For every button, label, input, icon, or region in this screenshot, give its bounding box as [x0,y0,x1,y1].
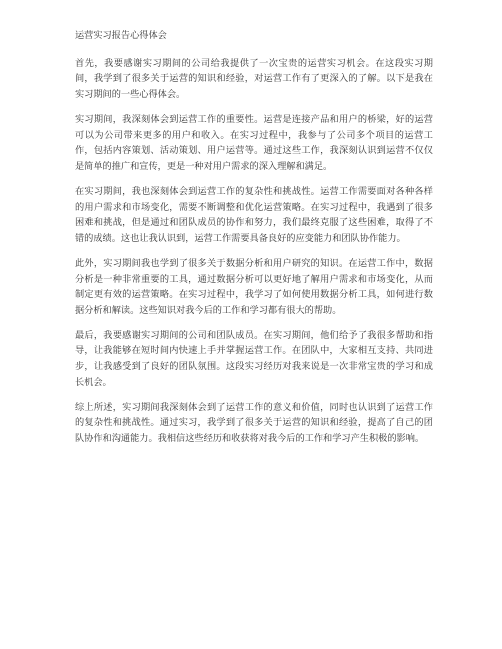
paragraph-challenges: 在实习期间，我也深刻体会到运营工作的复杂性和挑战性。运营工作需要面对各种各样的用户需求和市场变化，需要不断调整和优化运营策略。在实习过程中，我遇到了很多困难和挑战，但是通过和团队成员的协作和努力，我们最终克服了这些困难，取得了不错的成绩。这也让我认识到，运营工作需要具备良好的应变能力和团队协作能力。 [75,185,433,244]
paragraph-conclusion: 综上所述，实习期间我深刻体会到了运营工作的意义和价值，同时也认识到了运营工作的复杂性和挑战性。通过实习，我学到了很多关于运营的知识和经验，提高了自己的团队协作和沟通能力。我相信这些经历和收获将对我今后的工作和学习产生积极的影响。 [75,401,433,445]
paragraph-thanks: 最后，我要感谢实习期间的公司和团队成员。在实习期间，他们给予了我很多帮助和指导，让我能够在短时间内快速上手并掌握运营工作。在团队中，大家相互支持、共同进步，让我感受到了良好的团队氛围。这段实习经历对我来说是一次非常宝贵的学习和成长机会。 [75,329,433,388]
paragraph-data-analysis: 此外，实习期间我也学到了很多关于数据分析和用户研究的知识。在运营工作中，数据分析是一种非常重要的工具，通过数据分析可以更好地了解用户需求和市场变化，从而制定更有效的运营策略。在实习过程中，我学习了如何使用数据分析工具，如何进行数据分析和解读。这些知识对我今后的工作和学习都有很大的帮助。 [75,257,433,316]
paragraph-intro: 首先，我要感谢实习期间的公司给我提供了一次宝贵的运营实习机会。在这段实习期间，我学到了很多关于运营的知识和经验，对运营工作有了更深入的了解。以下是我在实习期间的一些心得体会。 [75,57,433,100]
document-body [75,28,433,456]
document-title: 运营实习报告心得体会 [75,30,167,41]
paragraph-importance: 实习期间，我深刻体会到运营工作的重要性。运营是连接产品和用户的桥梁，好的运营可以为公司带来更多的用户和收入。在实习过程中，我参与了公司多个项目的运营工作，包括内容策划、活动策划、用户运营等。通过这些工作，我深刻认识到运营不仅仅是简单的推广和宣传，更是一种对用户需求的深入理解和满足。 [75,113,433,172]
